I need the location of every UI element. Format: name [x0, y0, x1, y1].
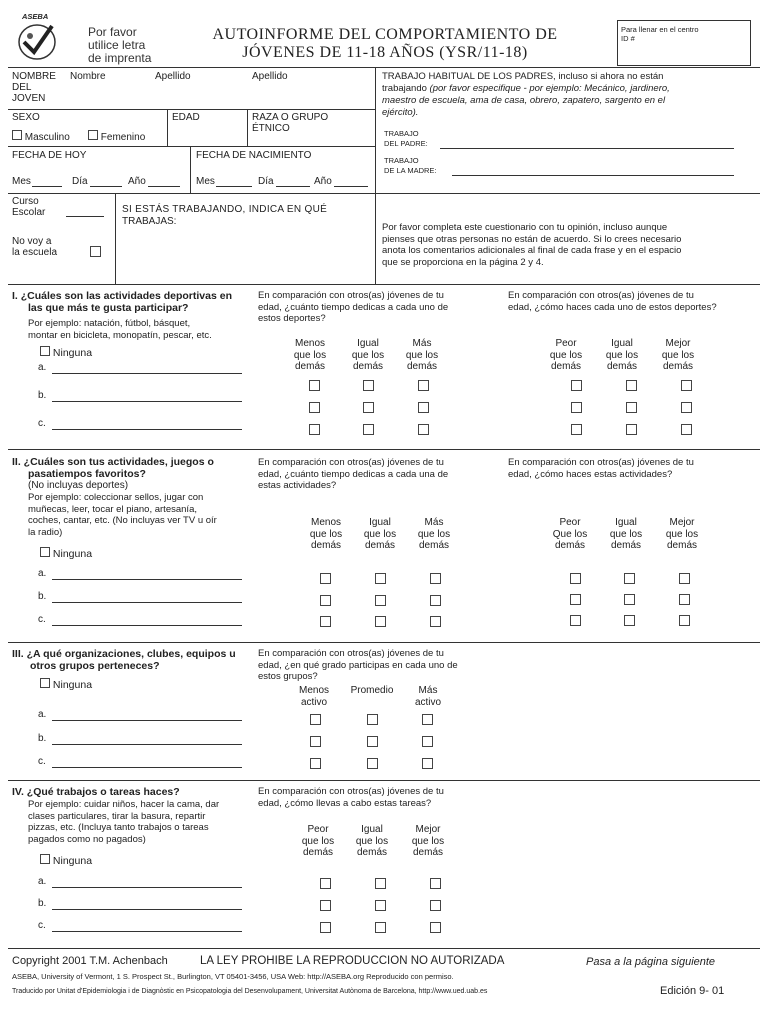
trabajo-padre-label — [384, 129, 428, 149]
section-iii-mid-prompt — [258, 648, 458, 683]
raza-label — [252, 112, 328, 134]
section-iii-q-line: III. ¿A qué organizaciones, clubes, equipos u — [12, 648, 236, 660]
fecha-hoy-dia-field[interactable] — [90, 186, 122, 187]
section-iii-ninguna-label: Ninguna — [52, 679, 93, 691]
masculino-checkbox[interactable] — [12, 130, 22, 140]
raza-label-line: RAZA O GRUPO — [252, 112, 329, 123]
section-i-rating-checkbox[interactable] — [418, 424, 429, 435]
section-ii-ex-line: la radio) — [28, 526, 63, 538]
section-ii-rating-checkbox[interactable] — [570, 573, 581, 584]
trabajo-padre-field[interactable] — [440, 148, 734, 149]
si-estas-label — [122, 204, 370, 228]
col-line: demás — [352, 361, 383, 372]
instr-line: anota los comentarios adicionales al final de cada frase y en el espacio — [382, 245, 682, 256]
raza-label-line: ÉTNICO — [252, 123, 290, 134]
section-iii-c-label: c. — [38, 756, 46, 767]
footer-law: LA LEY PROHIBE LA REPRODUCCION NO AUTORIZADA — [200, 955, 505, 967]
trabajo-title: TRABAJO HABITUAL DE LOS PADRES, incluso si ahora no están — [382, 71, 664, 82]
section-ii-rating-checkbox[interactable] — [320, 573, 331, 584]
trabajo-madre-label — [384, 156, 437, 176]
si-estas-line: TRABAJAS: — [122, 216, 177, 227]
section-ii-rating-checkbox[interactable] — [570, 594, 581, 605]
col-line: demás — [666, 540, 697, 551]
section-ii-right-col-2 — [600, 517, 652, 552]
instr-line: pienses que otras personas no están de acuerdo. Si lo crees necesario — [382, 233, 682, 245]
section-i-right-line: En comparación con otros(as) jóvenes de tu — [508, 290, 694, 301]
section-iii-a-field[interactable] — [52, 720, 242, 721]
id-label: ID # — [621, 34, 635, 43]
nombre-field[interactable]: Nombre — [70, 71, 106, 82]
footer-translation: Traducido por Unitat d'Epidemiologia i de Diagnòstic en Psicopatologia del Desenvolupament, Universitat Autònoma de Barcelona, http://www.ued.uab.es — [12, 988, 488, 995]
section-iii-ninguna[interactable] — [40, 678, 92, 691]
trabajo-line-3: maestro de escuela, ama de casa, obrero, zapatero, sargento en el — [382, 95, 666, 106]
section-ii-c-label: c. — [38, 614, 46, 625]
trabajo-padres-text — [382, 71, 752, 119]
section-i-rating-checkbox[interactable] — [418, 402, 429, 413]
section-ii-rating-checkbox[interactable] — [320, 595, 331, 606]
trabajo-line-4: ejército). — [382, 107, 419, 118]
fecha-nac-anio-field[interactable] — [334, 186, 368, 187]
col-line: demás — [406, 361, 437, 372]
section-i-right-prompt — [508, 290, 717, 313]
section-iv-a-label: a. — [38, 876, 47, 887]
col-line: que los — [605, 349, 639, 361]
section-iii-rating-checkbox[interactable] — [367, 714, 378, 725]
section-ii-rating-checkbox[interactable] — [430, 595, 441, 606]
masculino-label: Masculino — [24, 132, 70, 143]
curso-label-line: Escolar — [12, 207, 46, 218]
section-i-rating-checkbox[interactable] — [681, 424, 692, 435]
masculino-option[interactable] — [12, 130, 70, 143]
section-ii-right-prompt — [508, 457, 694, 480]
fecha-nac-label: FECHA DE NACIMIENTO — [196, 150, 312, 161]
col-line: Igual — [357, 338, 379, 349]
section-iii-b-field[interactable] — [52, 744, 242, 745]
section-ii-mid-line: edad, ¿cuánto tiempo dedicas a cada una de — [258, 468, 449, 480]
section-ii-mid-line: estas actividades? — [258, 480, 337, 491]
col-line: Más — [424, 517, 444, 528]
section-i-rating-checkbox[interactable] — [363, 380, 374, 391]
apellido-field-1[interactable]: Apellido — [155, 71, 191, 82]
col-line: Peor — [555, 338, 577, 349]
nombre-label-line: NOMBRE — [12, 71, 56, 82]
section-i-rating-checkbox[interactable] — [363, 402, 374, 413]
col-line: que los — [411, 835, 445, 847]
fecha-nac-dia-field[interactable] — [276, 186, 310, 187]
section-ii-mid-col-1 — [300, 517, 352, 552]
femenino-label: Femenino — [100, 132, 146, 143]
footer-edition: Edición 9- 01 — [660, 985, 725, 997]
col-line: Igual — [615, 517, 637, 528]
section-iv-rating-checkbox[interactable] — [375, 900, 386, 911]
col-line: que los — [609, 528, 643, 540]
col-line: Mejor — [669, 517, 695, 528]
section-ii-ex-line: coches, cantar, etc. (No incluyas ver TV u oír — [28, 515, 217, 526]
section-ii-ninguna-label: Ninguna — [52, 548, 93, 560]
please-use-line-3: de imprenta — [88, 51, 152, 65]
col-line: Menos — [310, 517, 341, 528]
col-line: que los — [309, 528, 343, 540]
edad-label: EDAD — [172, 112, 200, 123]
section-i-b-field[interactable] — [52, 401, 242, 402]
col-line: Más — [412, 338, 432, 349]
section-i-rating-checkbox[interactable] — [681, 402, 692, 413]
section-iv-mid-col-1 — [292, 824, 344, 859]
col-line: que los — [661, 349, 695, 361]
col-line: que los — [549, 349, 583, 361]
col-line: que los — [301, 835, 335, 847]
section-i-mid-col-2 — [342, 338, 394, 373]
section-i-mid-col-3 — [396, 338, 448, 373]
section-iv-mid-line: edad, ¿cómo llevas a cabo estas tareas? — [258, 797, 432, 809]
fecha-hoy-dia-label: Día — [72, 176, 88, 187]
col-line: Más — [418, 685, 438, 696]
col-line: Peor — [307, 824, 329, 835]
section-ii-rating-checkbox[interactable] — [375, 573, 386, 584]
section-i-rating-checkbox[interactable] — [309, 424, 320, 435]
section-i-rating-checkbox[interactable] — [571, 380, 582, 391]
aseba-logo — [14, 12, 60, 62]
section-ii-ex-line: muñecas, leer, tocar el piano, artesanía, — [28, 503, 197, 515]
col-line: Que los — [552, 528, 588, 540]
nombre-label-line: JOVEN — [12, 93, 46, 104]
section-iii-rating-checkbox[interactable] — [422, 758, 433, 769]
trabajo-italic: (por favor especifique - por ejemplo: Mecánico, jardinero, — [429, 83, 670, 94]
col-line: que los — [355, 835, 389, 847]
section-iv-ex-line: pagados como no pagados) — [28, 833, 146, 845]
trabajo-padre-line: DEL PADRE: — [384, 139, 428, 148]
fecha-hoy-anio-label: Año — [128, 176, 146, 187]
title-line-2: JÓVENES DE 11-18 AÑOS (YSR/11-18) — [242, 44, 528, 61]
section-i-question — [12, 290, 232, 314]
section-iv-b-field[interactable] — [52, 909, 242, 910]
trabajo-madre-line: DE LA MADRE: — [384, 166, 437, 175]
col-line: Promedio — [350, 685, 394, 696]
section-iv-b-label: b. — [38, 898, 47, 909]
section-iv-ninguna-label: Ninguna — [52, 855, 93, 867]
section-ii-b-label: b. — [38, 591, 47, 602]
section-iv-c-label: c. — [38, 920, 46, 931]
trabajo-padre-line: TRABAJO — [384, 129, 419, 138]
fecha-nac-dia-label: Día — [258, 176, 274, 187]
col-line: que los — [405, 349, 439, 361]
col-line: que los — [351, 349, 385, 361]
section-i-right-col-2 — [596, 338, 648, 373]
no-voy-checkbox[interactable] — [90, 246, 101, 257]
section-iii-mid-line: En comparación con otros(as) jóvenes de tu — [258, 648, 444, 659]
no-voy-label-line: No voy a — [12, 236, 52, 247]
col-line: activo — [414, 696, 442, 708]
femenino-option[interactable] — [88, 130, 145, 143]
section-i-mid-line: estos deportes? — [258, 313, 326, 324]
trabajo-line-2 — [382, 83, 752, 95]
section-iv-ex-line: Por ejemplo: cuidar niños, hacer la cama, dar — [28, 799, 220, 810]
section-ii-rating-checkbox[interactable] — [679, 573, 690, 584]
col-line: demás — [412, 847, 443, 858]
section-ii-mid-col-3 — [408, 517, 460, 552]
section-i-rating-checkbox[interactable] — [363, 424, 374, 435]
section-ii-rating-checkbox[interactable] — [679, 594, 690, 605]
section-i-example — [28, 318, 212, 341]
section-iv-a-field[interactable] — [52, 887, 242, 888]
col-line: Igual — [361, 824, 383, 835]
col-line: Mejor — [415, 824, 441, 835]
section-iii-a-label: a. — [38, 709, 47, 720]
section-i-right-line: edad, ¿cómo haces cada uno de estos deportes? — [508, 301, 717, 313]
section-ii-right-line: edad, ¿cómo haces estas actividades? — [508, 468, 673, 480]
section-ii-rating-checkbox[interactable] — [375, 616, 386, 627]
section-iii-rating-checkbox[interactable] — [310, 714, 321, 725]
section-i-c-field[interactable] — [52, 429, 242, 430]
section-i-rating-checkbox[interactable] — [626, 380, 637, 391]
section-i-rating-checkbox[interactable] — [418, 380, 429, 391]
page-title — [190, 26, 580, 62]
col-line: demás — [606, 361, 637, 372]
curso-label-line: Curso — [12, 196, 39, 207]
col-line: Menos — [294, 338, 325, 349]
section-ii-c-field[interactable] — [52, 625, 242, 626]
section-ii-q-line: pasatiempos favoritos? — [28, 468, 146, 480]
section-iv-mid-col-2 — [346, 824, 398, 859]
section-ii-rating-checkbox[interactable] — [320, 616, 331, 627]
section-ii-b-field[interactable] — [52, 602, 242, 603]
col-line: demás — [310, 540, 341, 551]
section-i-right-col-1 — [540, 338, 592, 373]
curso-field[interactable] — [66, 216, 104, 217]
section-iv-rating-checkbox[interactable] — [320, 900, 331, 911]
section-ii-rating-checkbox[interactable] — [570, 615, 581, 626]
fecha-nac-anio-label: Año — [314, 176, 332, 187]
femenino-checkbox[interactable] — [88, 130, 98, 140]
please-use-line-1: Por favor — [88, 25, 137, 39]
col-line: demás — [550, 361, 581, 372]
section-ii-ex-line: Por ejemplo: coleccionar sellos, jugar con — [28, 492, 204, 503]
section-iii-mid-col-2 — [342, 685, 402, 697]
section-iv-rating-checkbox[interactable] — [430, 922, 441, 933]
center-use-label: Para llenar en el centro — [621, 25, 699, 34]
section-i-q-line: las que más te gusta participar? — [28, 302, 189, 314]
section-i-a-field[interactable] — [52, 373, 242, 374]
col-line: Igual — [369, 517, 391, 528]
section-iv-ex-line: pizzas, etc. (Incluya tanto trabajos o tareas — [28, 822, 209, 833]
please-use-line-2: utilice letra — [88, 38, 146, 52]
section-iii-rating-checkbox[interactable] — [310, 736, 321, 747]
col-line: demás — [364, 540, 395, 551]
section-ii-right-line: En comparación con otros(as) jóvenes de tu — [508, 457, 694, 468]
section-i-mid-prompt — [258, 290, 448, 325]
instr-line: Por favor completa este cuestionario con tu opinión, incluso aunque — [382, 222, 668, 233]
section-iv-ninguna-checkbox[interactable] — [40, 854, 50, 864]
trabajo-madre-line: TRABAJO — [384, 156, 419, 165]
section-iii-b-label: b. — [38, 733, 47, 744]
nombre-label-line: DEL — [12, 82, 32, 93]
col-line: Igual — [611, 338, 633, 349]
section-iii-mid-line: estos grupos? — [258, 671, 318, 682]
col-line: Peor — [559, 517, 581, 528]
nombre-label — [12, 71, 56, 104]
section-iv-ex-line: clases particulares, tirar la basura, repartir — [28, 810, 206, 822]
sexo-label: SEXO — [12, 112, 40, 123]
section-iv-rating-checkbox[interactable] — [430, 900, 441, 911]
section-ii-rating-checkbox[interactable] — [430, 616, 441, 627]
col-line: que los — [665, 528, 699, 540]
section-ii-mid-line: En comparación con otros(as) jóvenes de tu — [258, 457, 444, 468]
footer-address: ASEBA, University of Vermont, 1 S. Prospect St., Burlington, VT 05401-3456, USA Web: http://ASEBA.org Reproducido con permiso. — [12, 972, 454, 981]
section-iv-rating-checkbox[interactable] — [320, 878, 331, 889]
section-iv-c-field[interactable] — [52, 931, 242, 932]
fecha-hoy-mes-label: Mes — [12, 176, 31, 187]
section-iv-rating-checkbox[interactable] — [375, 878, 386, 889]
section-iii-c-field[interactable] — [52, 767, 242, 768]
apellido-field-2[interactable]: Apellido — [252, 71, 288, 82]
section-iii-q-line: otros grupos perteneces? — [30, 660, 160, 672]
col-line: demás — [554, 540, 585, 551]
footer-copyright: Copyright 2001 T.M. Achenbach — [12, 955, 168, 967]
section-iii-rating-checkbox[interactable] — [422, 736, 433, 747]
section-ii-rating-checkbox[interactable] — [375, 595, 386, 606]
section-i-rating-checkbox[interactable] — [309, 380, 320, 391]
no-voy-label — [12, 236, 57, 258]
section-iv-ninguna[interactable] — [40, 854, 92, 867]
section-iii-mid-col-3 — [402, 685, 454, 708]
col-line: que los — [363, 528, 397, 540]
fecha-hoy-mes-field[interactable] — [32, 186, 62, 187]
col-line: demás — [294, 361, 325, 372]
section-i-mid-line: edad, ¿cuánto tiempo dedicas a cada uno de — [258, 301, 449, 313]
section-i-ninguna[interactable] — [40, 346, 92, 359]
please-use-note — [88, 26, 151, 65]
fecha-nac-mes-label: Mes — [196, 176, 215, 187]
section-iv-mid-prompt — [258, 786, 444, 809]
section-ii-mid-col-2 — [354, 517, 406, 552]
trabajo-madre-field[interactable] — [452, 175, 734, 176]
section-ii-question — [12, 456, 214, 480]
section-i-rating-checkbox[interactable] — [571, 424, 582, 435]
section-ii-rating-checkbox[interactable] — [624, 594, 635, 605]
section-ii-mid-prompt — [258, 457, 448, 492]
section-iii-rating-checkbox[interactable] — [422, 714, 433, 725]
section-i-mid-line: En comparación con otros(as) jóvenes de tu — [258, 290, 444, 301]
section-iv-rating-checkbox[interactable] — [320, 922, 331, 933]
section-iv-rating-checkbox[interactable] — [430, 878, 441, 889]
section-i-c-label: c. — [38, 418, 46, 429]
section-i-ex-line: montar en bicicleta, monopatín, pescar, etc. — [28, 329, 212, 341]
logo-text: ASEBA — [22, 12, 49, 21]
instr-line: que se proporciona en la página 2 y 4. — [382, 256, 544, 268]
col-line: demás — [356, 847, 387, 858]
section-i-rating-checkbox[interactable] — [571, 402, 582, 413]
col-line: demás — [610, 540, 641, 551]
fecha-nac-mes-field[interactable] — [216, 186, 252, 187]
section-ii-right-col-3 — [656, 517, 708, 552]
section-ii-a-label: a. — [38, 568, 47, 579]
col-line: Mejor — [665, 338, 691, 349]
section-iii-mid-line: edad, ¿en qué grado participas en cada uno de — [258, 659, 458, 671]
section-iii-ninguna-checkbox[interactable] — [40, 678, 50, 688]
fecha-hoy-label: FECHA DE HOY — [12, 150, 87, 161]
section-iii-mid-col-1 — [288, 685, 340, 708]
section-i-ninguna-label: Ninguna — [52, 347, 93, 359]
fecha-hoy-anio-field[interactable] — [148, 186, 180, 187]
section-i-ex-line: Por ejemplo: natación, fútbol, básquet, — [28, 318, 191, 329]
col-line: que los — [293, 349, 327, 361]
section-iv-mid-col-3 — [402, 824, 454, 859]
section-ii-ninguna-checkbox[interactable] — [40, 547, 50, 557]
section-iv-mid-line: En comparación con otros(as) jóvenes de tu — [258, 786, 444, 797]
title-line-1: AUTOINFORME DEL COMPORTAMIENTO DE — [212, 26, 558, 43]
instructions — [382, 222, 752, 268]
section-i-q-line: I. ¿Cuáles son las actividades deportivas en — [12, 290, 232, 302]
col-line: demás — [662, 361, 693, 372]
section-i-rating-checkbox[interactable] — [681, 380, 692, 391]
si-estas-line: SI ESTÁS TRABAJANDO, INDICA EN QUÉ — [122, 204, 328, 215]
col-line: activo — [300, 696, 328, 708]
curso-label — [12, 196, 45, 218]
section-i-rating-checkbox[interactable] — [626, 424, 637, 435]
section-i-rating-checkbox[interactable] — [626, 402, 637, 413]
section-i-rating-checkbox[interactable] — [309, 402, 320, 413]
section-i-ninguna-checkbox[interactable] — [40, 346, 50, 356]
trabajo-line-2a: trabajando — [382, 83, 427, 94]
section-i-right-col-3 — [652, 338, 704, 373]
col-line: que los — [417, 528, 451, 540]
section-ii-example — [28, 492, 217, 538]
no-voy-label-line: la escuela — [12, 247, 58, 258]
section-iv-example — [28, 799, 219, 845]
section-ii-rating-checkbox[interactable] — [624, 573, 635, 584]
section-iii-rating-checkbox[interactable] — [367, 736, 378, 747]
section-iv-rating-checkbox[interactable] — [375, 922, 386, 933]
section-ii-note: (No incluyas deportes) — [28, 480, 129, 491]
section-iv-question: IV. ¿Qué trabajos o tareas haces? — [12, 786, 180, 798]
section-ii-rating-checkbox[interactable] — [430, 573, 441, 584]
section-iii-question — [12, 648, 236, 672]
section-ii-right-col-1 — [542, 517, 598, 552]
section-i-b-label: b. — [38, 390, 47, 401]
section-ii-rating-checkbox[interactable] — [679, 615, 690, 626]
col-line: demás — [418, 540, 449, 551]
center-id-box[interactable] — [617, 20, 751, 66]
section-ii-a-field[interactable] — [52, 579, 242, 580]
col-line: demás — [302, 847, 333, 858]
section-ii-q-line: II. ¿Cuáles son tus actividades, juegos o — [12, 456, 214, 468]
section-i-a-label: a. — [38, 362, 47, 373]
section-iii-rating-checkbox[interactable] — [310, 758, 321, 769]
section-iii-rating-checkbox[interactable] — [367, 758, 378, 769]
section-ii-ninguna[interactable] — [40, 547, 92, 560]
col-line: Menos — [298, 685, 329, 696]
footer-next-page: Pasa a la página siguiente — [586, 956, 716, 968]
section-i-mid-col-1 — [284, 338, 336, 373]
section-ii-rating-checkbox[interactable] — [624, 615, 635, 626]
